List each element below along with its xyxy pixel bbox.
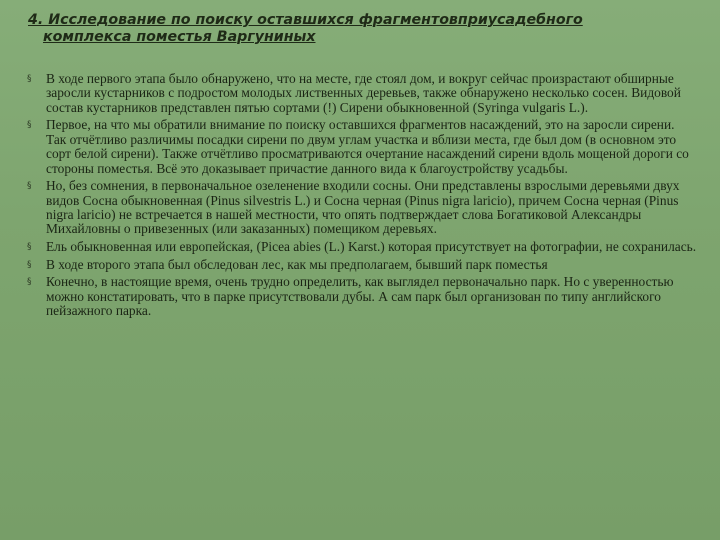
bullet-text: Ель обыкновенная или европейская, (Picea abies (L.) Karst.) которая присутствует на фотографии, не сохранилась. bbox=[46, 239, 697, 255]
section-sign-icon: § bbox=[27, 181, 32, 192]
bullet-text: Первое, на что мы обратили внимание по поиску оставшихся фрагментов насаждений, это на заросли сирени. Так отчётливо различимы посадки сирени по двум углам участка и вблизи места, где был дом (в основном это сорт белой сирени). Также отчётливо просматриваются очертание насаждений сирени вдоль мощеной дороги со стороны поместья. Всё это доказывает причастие данного вида к благоустройству усадьбы. bbox=[46, 117, 689, 176]
bullet-text: Конечно, в настоящие время, очень трудно определить, как выглядел первоначально парк. Но с уверенностью можно констатировать, что в парке присутствовали дубы. А сам парк был организован по типу английского пейзажного парка. bbox=[46, 274, 674, 319]
slide-title-line-1: 4. Исследование по поиску оставшихся фрагментовприусадебного bbox=[28, 12, 583, 28]
section-sign-icon: § bbox=[27, 120, 32, 131]
bullet-item-5 bbox=[26, 258, 698, 272]
bullet-text: В ходе второго этапа был обследован лес, как мы предполагаем, бывший парк поместья bbox=[46, 256, 548, 272]
section-sign-icon: § bbox=[27, 74, 32, 84]
section-sign-icon: § bbox=[27, 242, 32, 253]
bullet-item-6 bbox=[26, 275, 698, 318]
section-sign-icon: § bbox=[27, 277, 32, 288]
slide-title-line-2: комплекса поместья Варгуниных bbox=[43, 29, 316, 45]
bullet-item-2 bbox=[26, 118, 698, 176]
bullet-item-1 bbox=[26, 72, 698, 115]
slide-title bbox=[28, 12, 668, 46]
bullet-item-3 bbox=[26, 179, 698, 237]
bullet-text: В ходе первого этапа было обнаружено, что на месте, где стоял дом, и вокруг сейчас произрастают обширные заросли кустарников с подростом молодых лиственных деревьев, также обнаружено несколько сосен. Видовой состав кустарников представлен пятью сортами (!) Сирени обыкновенной (Syringa vulgaris L.). bbox=[46, 71, 681, 115]
section-sign-icon: § bbox=[27, 259, 32, 270]
bullet-list bbox=[26, 72, 698, 322]
bullet-text: Но, без сомнения, в первоначальное озеленение входили сосны. Они представлены взрослыми деревьями двух видов Сосна обыкновенная (Pinus silvestris L.) и Сосна черная (Pinus nigra laricio), причем Сосна черная (Pinus nigra laricio) не встречается в нашей местности, что опять подтверждает слова Богатиковой Александры Михайловны о привезенных (или заказанных) помещиком деревьях. bbox=[46, 178, 680, 237]
bullet-item-4 bbox=[26, 240, 698, 254]
